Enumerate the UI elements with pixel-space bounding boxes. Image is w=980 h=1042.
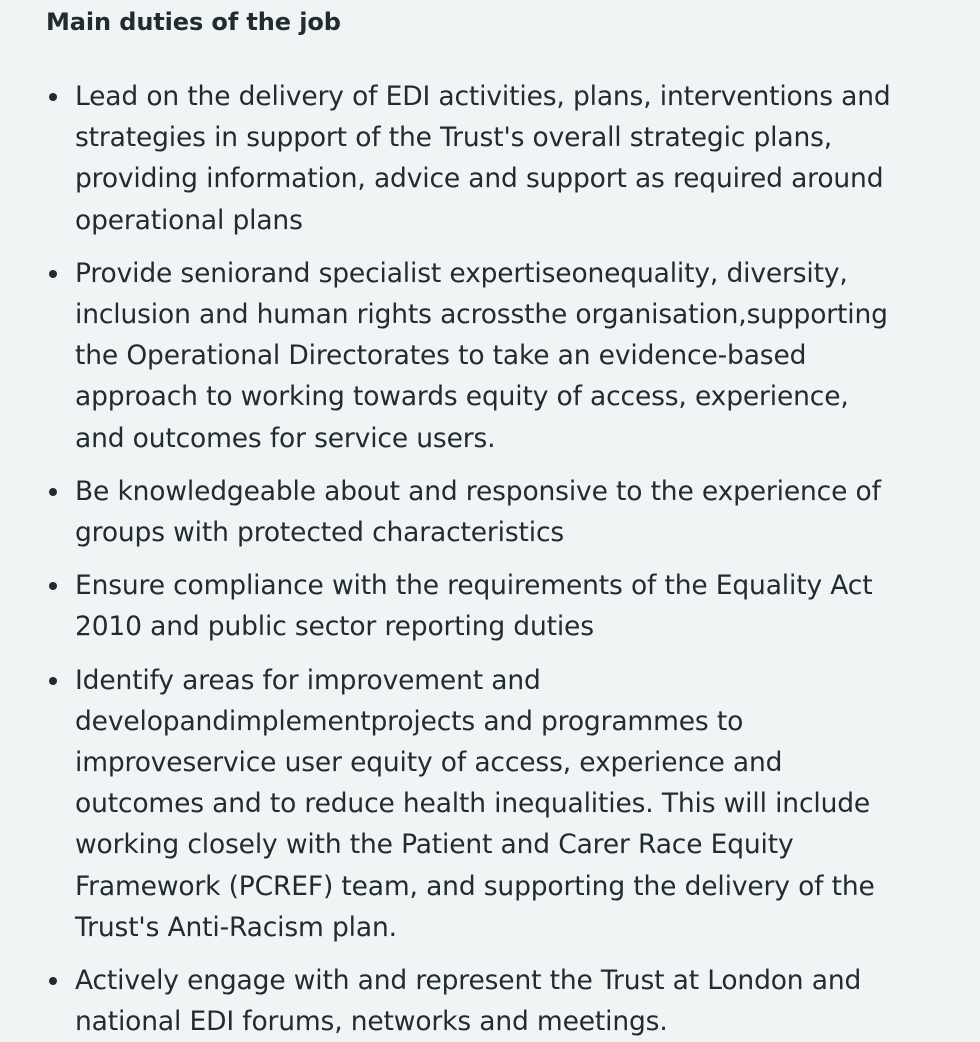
bullet-icon (49, 93, 57, 101)
duty-text: Lead on the delivery of EDI activities, plans, interventions and strategies in support of the Trust's overall strategic plans, providing information, advice and support as required around operational plans (75, 81, 891, 236)
duty-text: Provide seniorand specialist expertiseonequality, diversity, inclusion and human rights acrossthe organisation,supporting the Operational Directorates to take an evidence-based approach to working towards equity of access, experience, and outcomes for service users. (75, 257, 888, 454)
bullet-icon (49, 270, 57, 278)
duty-text: Actively engage with and represent the Trust at London and national EDI forums, networks and meetings. (75, 965, 862, 1038)
list-item (75, 960, 905, 1042)
list-item (75, 565, 905, 647)
duties-list (0, 76, 905, 1042)
bullet-icon (49, 977, 57, 985)
duty-text: Ensure compliance with the requirements of the Equality Act 2010 and public sector reporting duties (75, 570, 873, 643)
list-item (75, 76, 905, 241)
duty-text: Be knowledgeable about and responsive to the experience of groups with protected characteristics (75, 475, 881, 549)
bullet-icon (49, 582, 57, 590)
section-heading: Main duties of the job (46, 8, 341, 36)
bullet-icon (49, 677, 57, 685)
list-item (75, 253, 905, 459)
bullet-icon (49, 488, 57, 496)
list-item (75, 660, 905, 948)
duty-text: Identify areas for improvement and developandimplementprojects and programmes to improveservice user equity of access, experience and outcomes and to reduce health inequalities. This will include working closely with the Patient and Carer Race Equity Framework (PCREF) team, and supporting the delivery of the Trust's Anti-Racism plan. (75, 664, 875, 943)
list-item (75, 471, 905, 553)
